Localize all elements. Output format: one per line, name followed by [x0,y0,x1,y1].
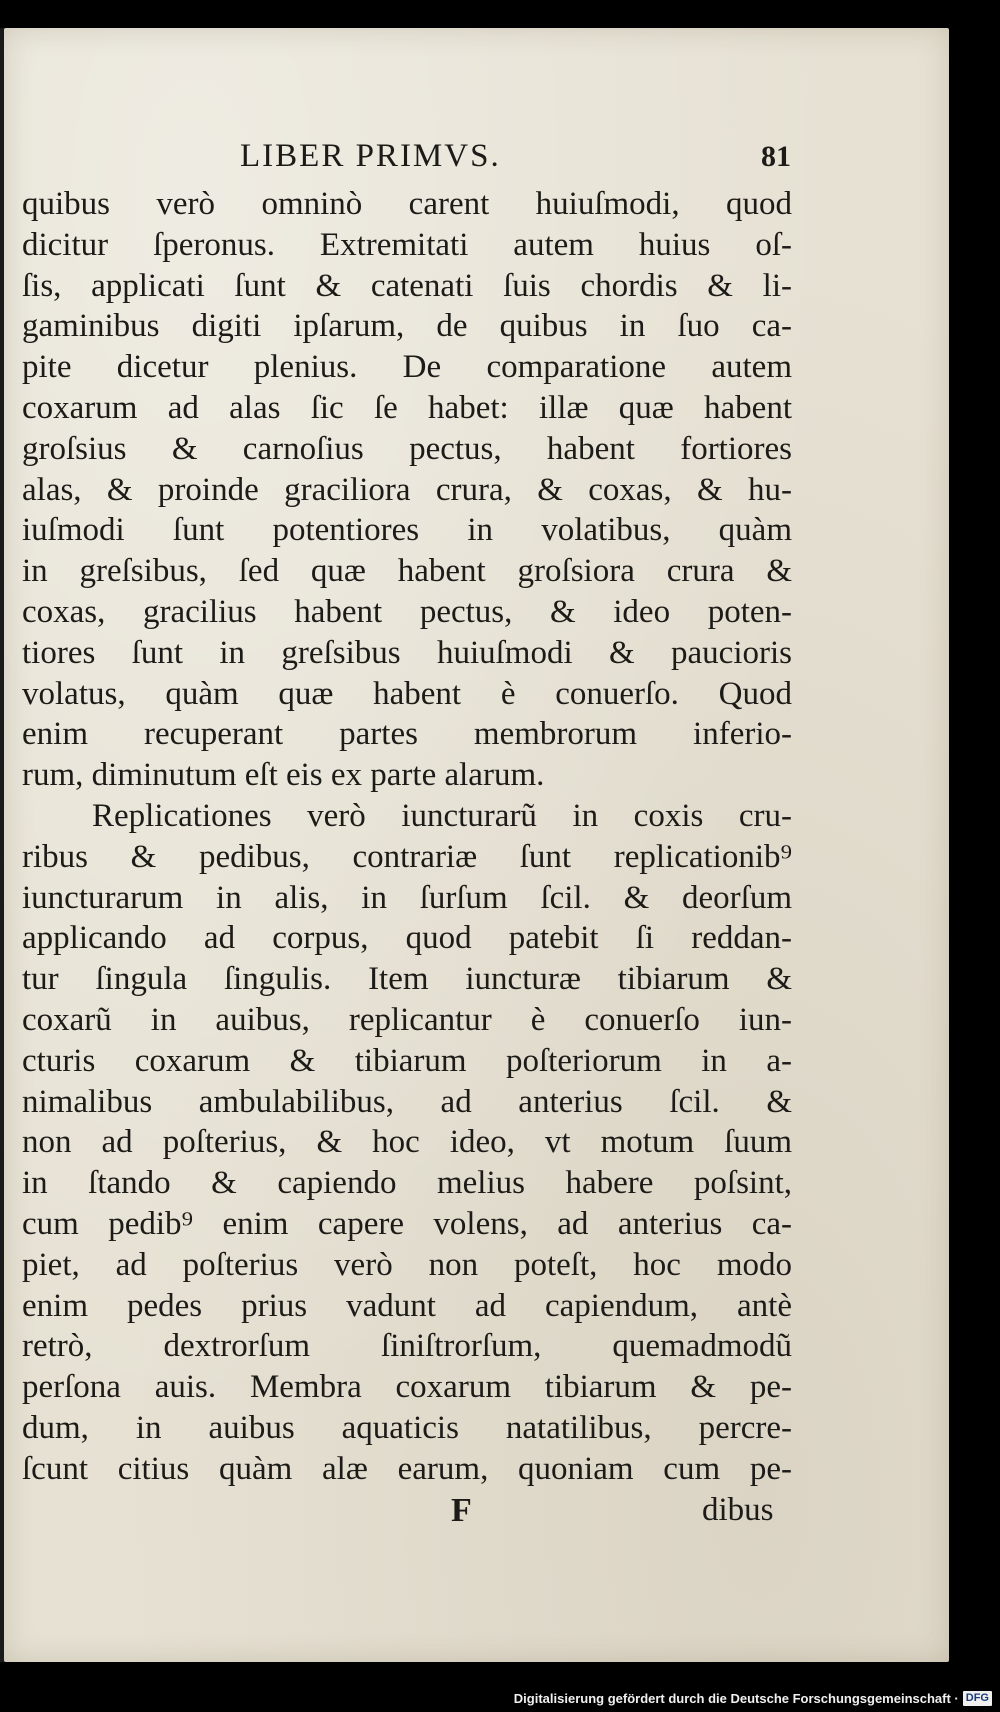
text-line: nimalibus ambulabilibus, ad anterius ſcil. & [22,1083,792,1120]
text-line: enim recuperant partes membrorum inferio- [22,716,792,753]
text-line: ſis, applicati ſunt & catenati ſuis chordis & li- [22,267,792,304]
text-line: coxarũ in auibus, replicantur è conuerſo iun- [22,1001,792,1038]
text-line: ribus & pedibus, contrariæ ſunt replicationib⁹ [22,838,792,875]
text-line: in greſsibus, ſed quæ habent groſsiora crura & [22,553,792,590]
text-line: quibus verò omninò carent huiuſmodi, quod [22,186,792,222]
digitization-credit [514,1688,992,1708]
book-page [4,28,949,1662]
text-line: alas, & proinde graciliora crura, & coxas, & hu- [22,471,792,508]
catchword: dibus [702,1492,774,1528]
text-line: tiores ſunt in greſsibus huiuſmodi & paucioris [22,634,792,671]
text-line: dum, in auibus aquaticis natatilibus, percre- [22,1409,792,1446]
text-line: coxarum ad alas ſic ſe habet: illæ quæ habent [22,389,792,426]
text-line: ſcunt citius quàm alæ earum, quoniam cum pe- [22,1450,792,1487]
text-line: pite dicetur plenius. De comparatione autem [22,349,792,386]
text-line: iuncturarum in alis, in ſurſum ſcil. & deorſum [22,879,792,916]
text-line: cturis coxarum & tibiarum poſteriorum in a- [22,1042,792,1079]
text-line: piet, ad poſterius verò non poteſt, hoc modo [22,1246,792,1283]
text-line: enim pedes prius vadunt ad capiendum, antè [22,1287,792,1324]
text-line: coxas, gracilius habent pectus, & ideo poten- [22,593,792,630]
credit-text: Digitalisierung gefördert durch die Deutsche Forschungsgemeinschaft · [513,1690,959,1706]
page-footer [4,1492,949,1536]
signature-mark: F [451,1492,472,1529]
text-line: groſsius & carnoſius pectus, habent fortiores [22,430,792,467]
text-line: cum pedib⁹ enim capere volens, ad anterius ca- [22,1205,792,1242]
text-line: volatus, quàm quæ habent è conuerſo. Quod [22,675,792,712]
text-line: Replicationes verò iuncturarũ in coxis cru- [92,797,792,834]
text-line: applicando ad corpus, quod patebit ſi reddan- [22,920,792,957]
text-line: retrò, dextrorſum ſiniſtrorſum, quemadmodũ [22,1328,792,1365]
page-header [4,138,949,182]
page-number: 81 [761,140,791,173]
text-line: iuſmodi ſunt potentiores in volatibus, quàm [22,512,792,549]
body-text [22,184,792,1490]
text-line: non ad poſterius, & hoc ideo, vt motum ſuum [22,1124,792,1161]
text-line: dicitur ſperonus. Extremitati autem huius oſ- [22,226,792,263]
text-line: tur ſingula ſingulis. Item iuncturæ tibiarum & [22,961,792,998]
text-line: rum, diminutum eſt eis ex parte alarum. [22,757,545,794]
text-line: perſona auis. Membra coxarum tibiarum & pe- [22,1369,792,1406]
text-line: in ſtando & capiendo melius habere poſsint, [22,1165,792,1202]
text-line: gaminibus digiti ipſarum, de quibus in ſuo ca- [22,308,792,345]
running-title: LIBER PRIMVS. [240,138,501,174]
dfg-logo-icon: DFG [963,1691,992,1706]
